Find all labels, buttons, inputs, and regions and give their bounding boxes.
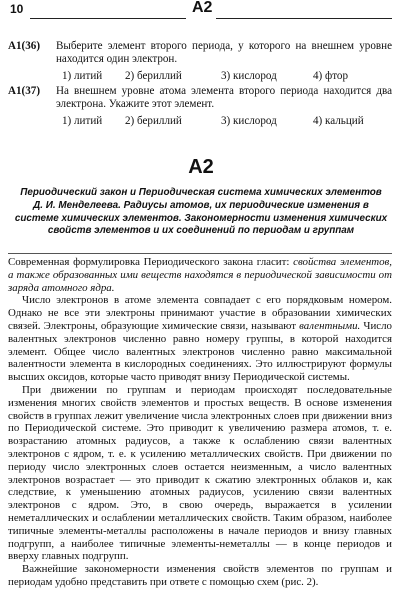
answer-option[interactable]: 2) бериллий [125,70,182,82]
question-a1-37 [8,85,392,128]
answer-options [56,115,392,128]
paragraph-text: Число электронов в атоме элемента совпадает с его порядковым номером. Однако не все эти электроны принимают участие в образовании химических связей. Электроны, образующие химические связи, называют [8,294,392,332]
section-heading: A2 [188,156,214,178]
question-a1-36 [8,40,392,83]
page-number: 10 [10,2,24,16]
answer-option[interactable]: 3) кислород [221,70,277,82]
body-text [8,256,392,589]
paragraph [8,256,392,294]
paragraph: При движении по группам и периодам происходят последовательные изменения многих свойств элементов и простых веществ. В основе изменения свойств в группах лежит увеличение числа электронных слоев при движении вниз по Периодической системе. Это приводит к увеличению размера атомов, т. е. возрастанию атомных радиусов, а также к ослаблению связи валентных электронов с ядром, т. е. к усилению металлических свойств. При движении по периоду число электронных слоев остается неизменным, а число валентных электронов возрастает — это приводит к сжатию электронных облаков и, как следствие, к уменьшению атомных радиусов, усилению связи валентных электронов с ядром. Это, в свою очередь, выражается в усилении неметаллических и ослаблении металлических свойств. Таким образом, наиболее типичные элементы-металлы расположены в начале периодов и внизу главных подгрупп, а наиболее типичные элементы-неметаллы — в конце периодов и вверху главных подгрупп. [8,383,392,563]
paragraph [8,294,392,384]
question-number: A1(37) [8,85,41,97]
running-header [10,2,392,20]
answer-option[interactable]: 2) бериллий [125,115,182,127]
answer-option[interactable]: 3) кислород [221,115,277,127]
running-title: A2 [192,0,213,16]
paragraph: Важнейшие закономерности изменения свойств элементов по группам и периодам удобно представить при ответе с помощью схем (рис. 2). [8,563,392,588]
question-text: На внешнем уровне атома элемента второго периода находится два электрона. Укажите этот элемент. [56,85,392,110]
paragraph-text: Число валентных электронов численно равно номеру группы, в которой находится элемент. Общее число валентных электронов численно равно максимальной валентности элемента в кислородных соединениях. Это иллюстрируют формулы высших оксидов, которые часто приводят внизу Периодической системы. [8,319,393,384]
answer-options [56,70,392,83]
answer-option[interactable]: 1) литий [62,115,103,127]
section-topic: Периодический закон и Периодическая система химических элементов Д. И. Менделеева. Радиусы атомов, их периодические изменения в системе химических элементов. Закономерности изменения химических свойств элементов и их соединений по периодам и группам [14,187,388,237]
question-text: Выберите элемент второго периода, у которого на внешнем уровне находится один электрон. [56,40,392,65]
answer-option[interactable]: 1) литий [62,70,103,82]
law-statement: свойства элементов, а также образованных ими веществ находятся в периодической зависимости от заряда атомного ядра. [8,256,392,294]
header-rule-left [30,18,186,19]
paragraph-lead: Современная формулировка Периодического закона гласит: [8,256,294,268]
section-divider [8,253,392,254]
term-valence: валентными. [299,319,361,332]
answer-option[interactable]: 4) кальций [313,115,364,127]
header-rule-right [216,18,392,19]
question-number: A1(36) [8,40,41,52]
answer-option[interactable]: 4) фтор [313,70,348,82]
